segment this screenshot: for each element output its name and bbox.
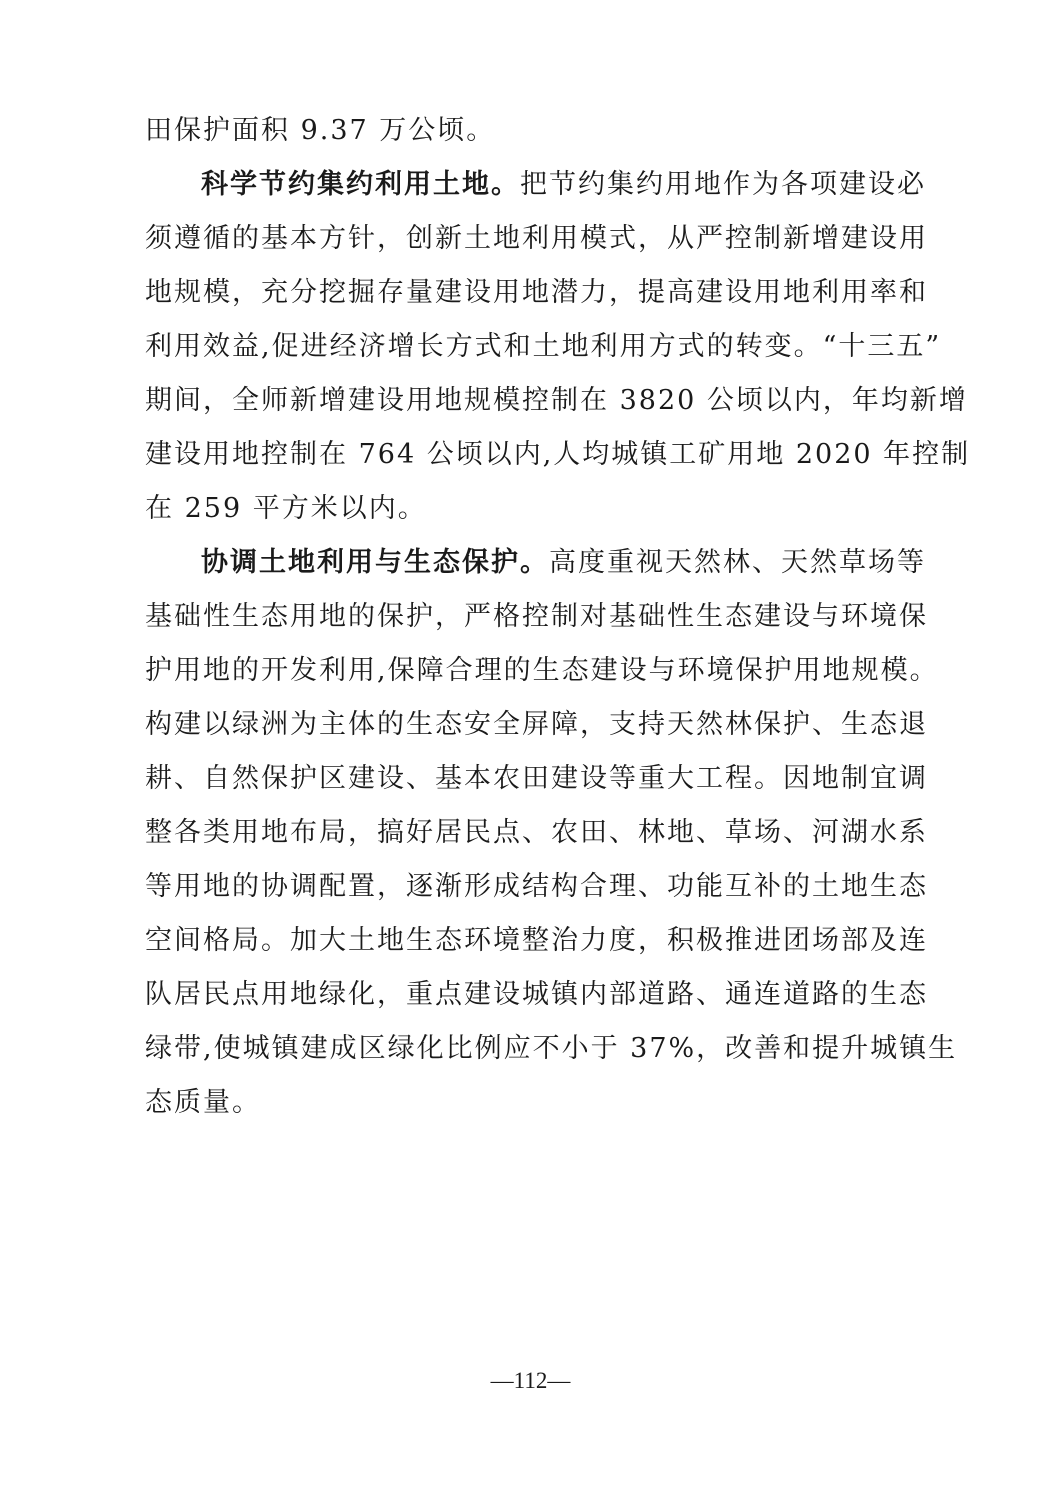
- text-line: 利用效益,促进经济增长方式和土地利用方式的转变。“十三五”: [145, 331, 942, 362]
- page-number: —112—: [490, 1368, 571, 1393]
- paragraph-heading: 科学节约集约利用土地。: [201, 169, 520, 200]
- text-line: 在 259 平方米以内。: [145, 493, 427, 524]
- paragraph-first-line: [145, 536, 925, 590]
- text-line: 期间，全师新增建设用地规模控制在 3820 公顷以内，年均新增: [145, 385, 968, 416]
- text-line: 须遵循的基本方针，创新土地利用模式，从严控制新增建设用: [145, 223, 928, 254]
- body-text: [145, 104, 971, 1130]
- text-line: 队居民点用地绿化，重点建设城镇内部道路、通连道路的生态: [145, 979, 928, 1010]
- text-line: 构建以绿洲为主体的生态安全屏障，支持天然林保护、生态退: [145, 709, 928, 740]
- text-line: 基础性生态用地的保护，严格控制对基础性生态建设与环境保: [145, 601, 928, 632]
- text-line: 耕、自然保护区建设、基本农田建设等重大工程。因地制宜调: [145, 763, 928, 794]
- text-line: 等用地的协调配置，逐渐形成结构合理、功能互补的土地生态: [145, 871, 928, 902]
- text-line: 护用地的开发利用,保障合理的生态建设与环境保护用地规模。: [145, 655, 939, 686]
- text-line: 整各类用地布局，搞好居民点、农田、林地、草场、河湖水系: [145, 817, 928, 848]
- paragraph-first-line: [145, 158, 925, 212]
- text-line: 绿带,使城镇建成区绿化比例应不小于 37%，改善和提升城镇生: [145, 1033, 958, 1064]
- text-line: 空间格局。加大土地生态环境整治力度，积极推进团场部及连: [145, 925, 928, 956]
- text-line: 态质量。: [145, 1087, 261, 1118]
- paragraph-heading: 协调土地利用与生态保护。: [201, 547, 549, 578]
- text-run: 把节约集约用地作为各项建设必: [520, 169, 926, 200]
- text-line: 建设用地控制在 764 公顷以内,人均城镇工矿用地 2020 年控制: [145, 439, 971, 470]
- text-line: 田保护面积 9.37 万公顷。: [145, 115, 496, 146]
- text-line: 地规模，充分挖掘存量建设用地潜力，提高建设用地利用率和: [145, 277, 928, 308]
- text-run: 高度重视天然林、天然草场等: [549, 547, 926, 578]
